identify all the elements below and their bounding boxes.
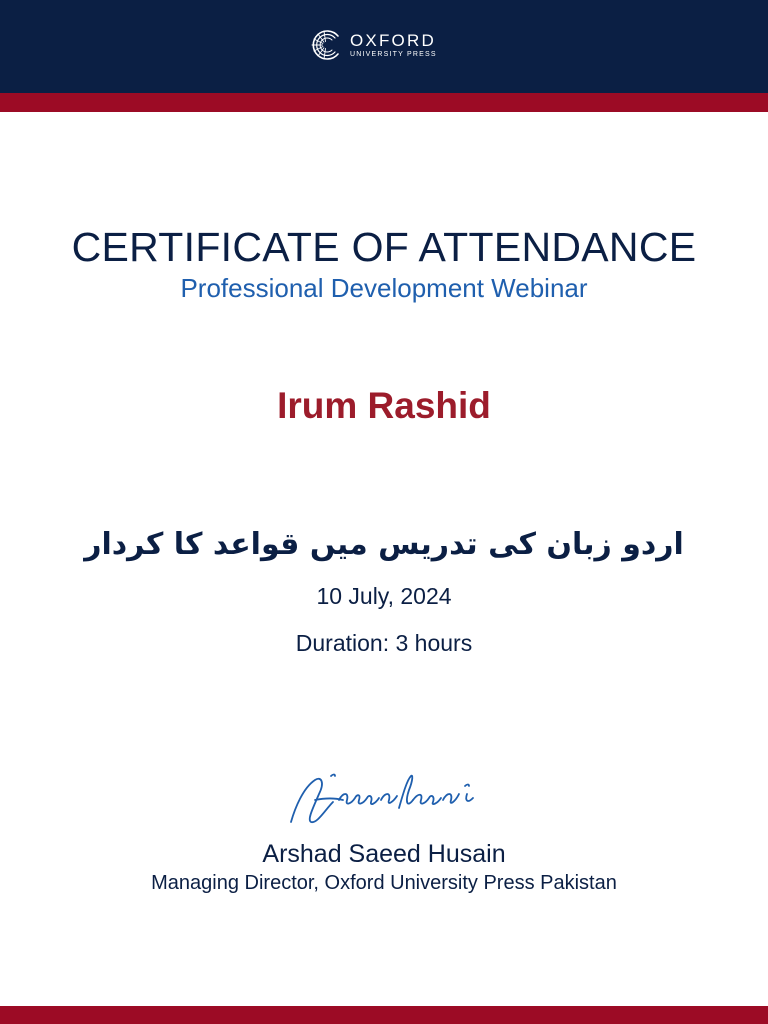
logo-subname: UNIVERSITY PRESS (350, 50, 437, 58)
header-bar (0, 0, 768, 93)
signatory-name: Arshad Saeed Husain (262, 840, 506, 868)
handwritten-signature (281, 770, 487, 832)
oxford-circle-logo-icon (308, 27, 344, 63)
webinar-duration: Duration: 3 hours (295, 630, 473, 656)
footer-accent-stripe (0, 1006, 768, 1024)
webinar-date: 10 July, 2024 (316, 583, 452, 609)
oxford-logo (308, 28, 437, 62)
recipient-name: Irum Rashid (277, 385, 491, 426)
certificate-title: CERTIFICATE OF ATTENDANCE (71, 224, 697, 270)
webinar-topic: اردو زبان کی تدریس میں قواعد کا کردار (84, 527, 684, 562)
logo-wordmark (350, 32, 437, 59)
signatory-role: Managing Director, Oxford University Press Pakistan (151, 872, 617, 894)
logo-name: OXFORD (350, 30, 436, 50)
header-accent-stripe (0, 93, 768, 112)
certificate-subtitle: Professional Development Webinar (180, 273, 588, 303)
